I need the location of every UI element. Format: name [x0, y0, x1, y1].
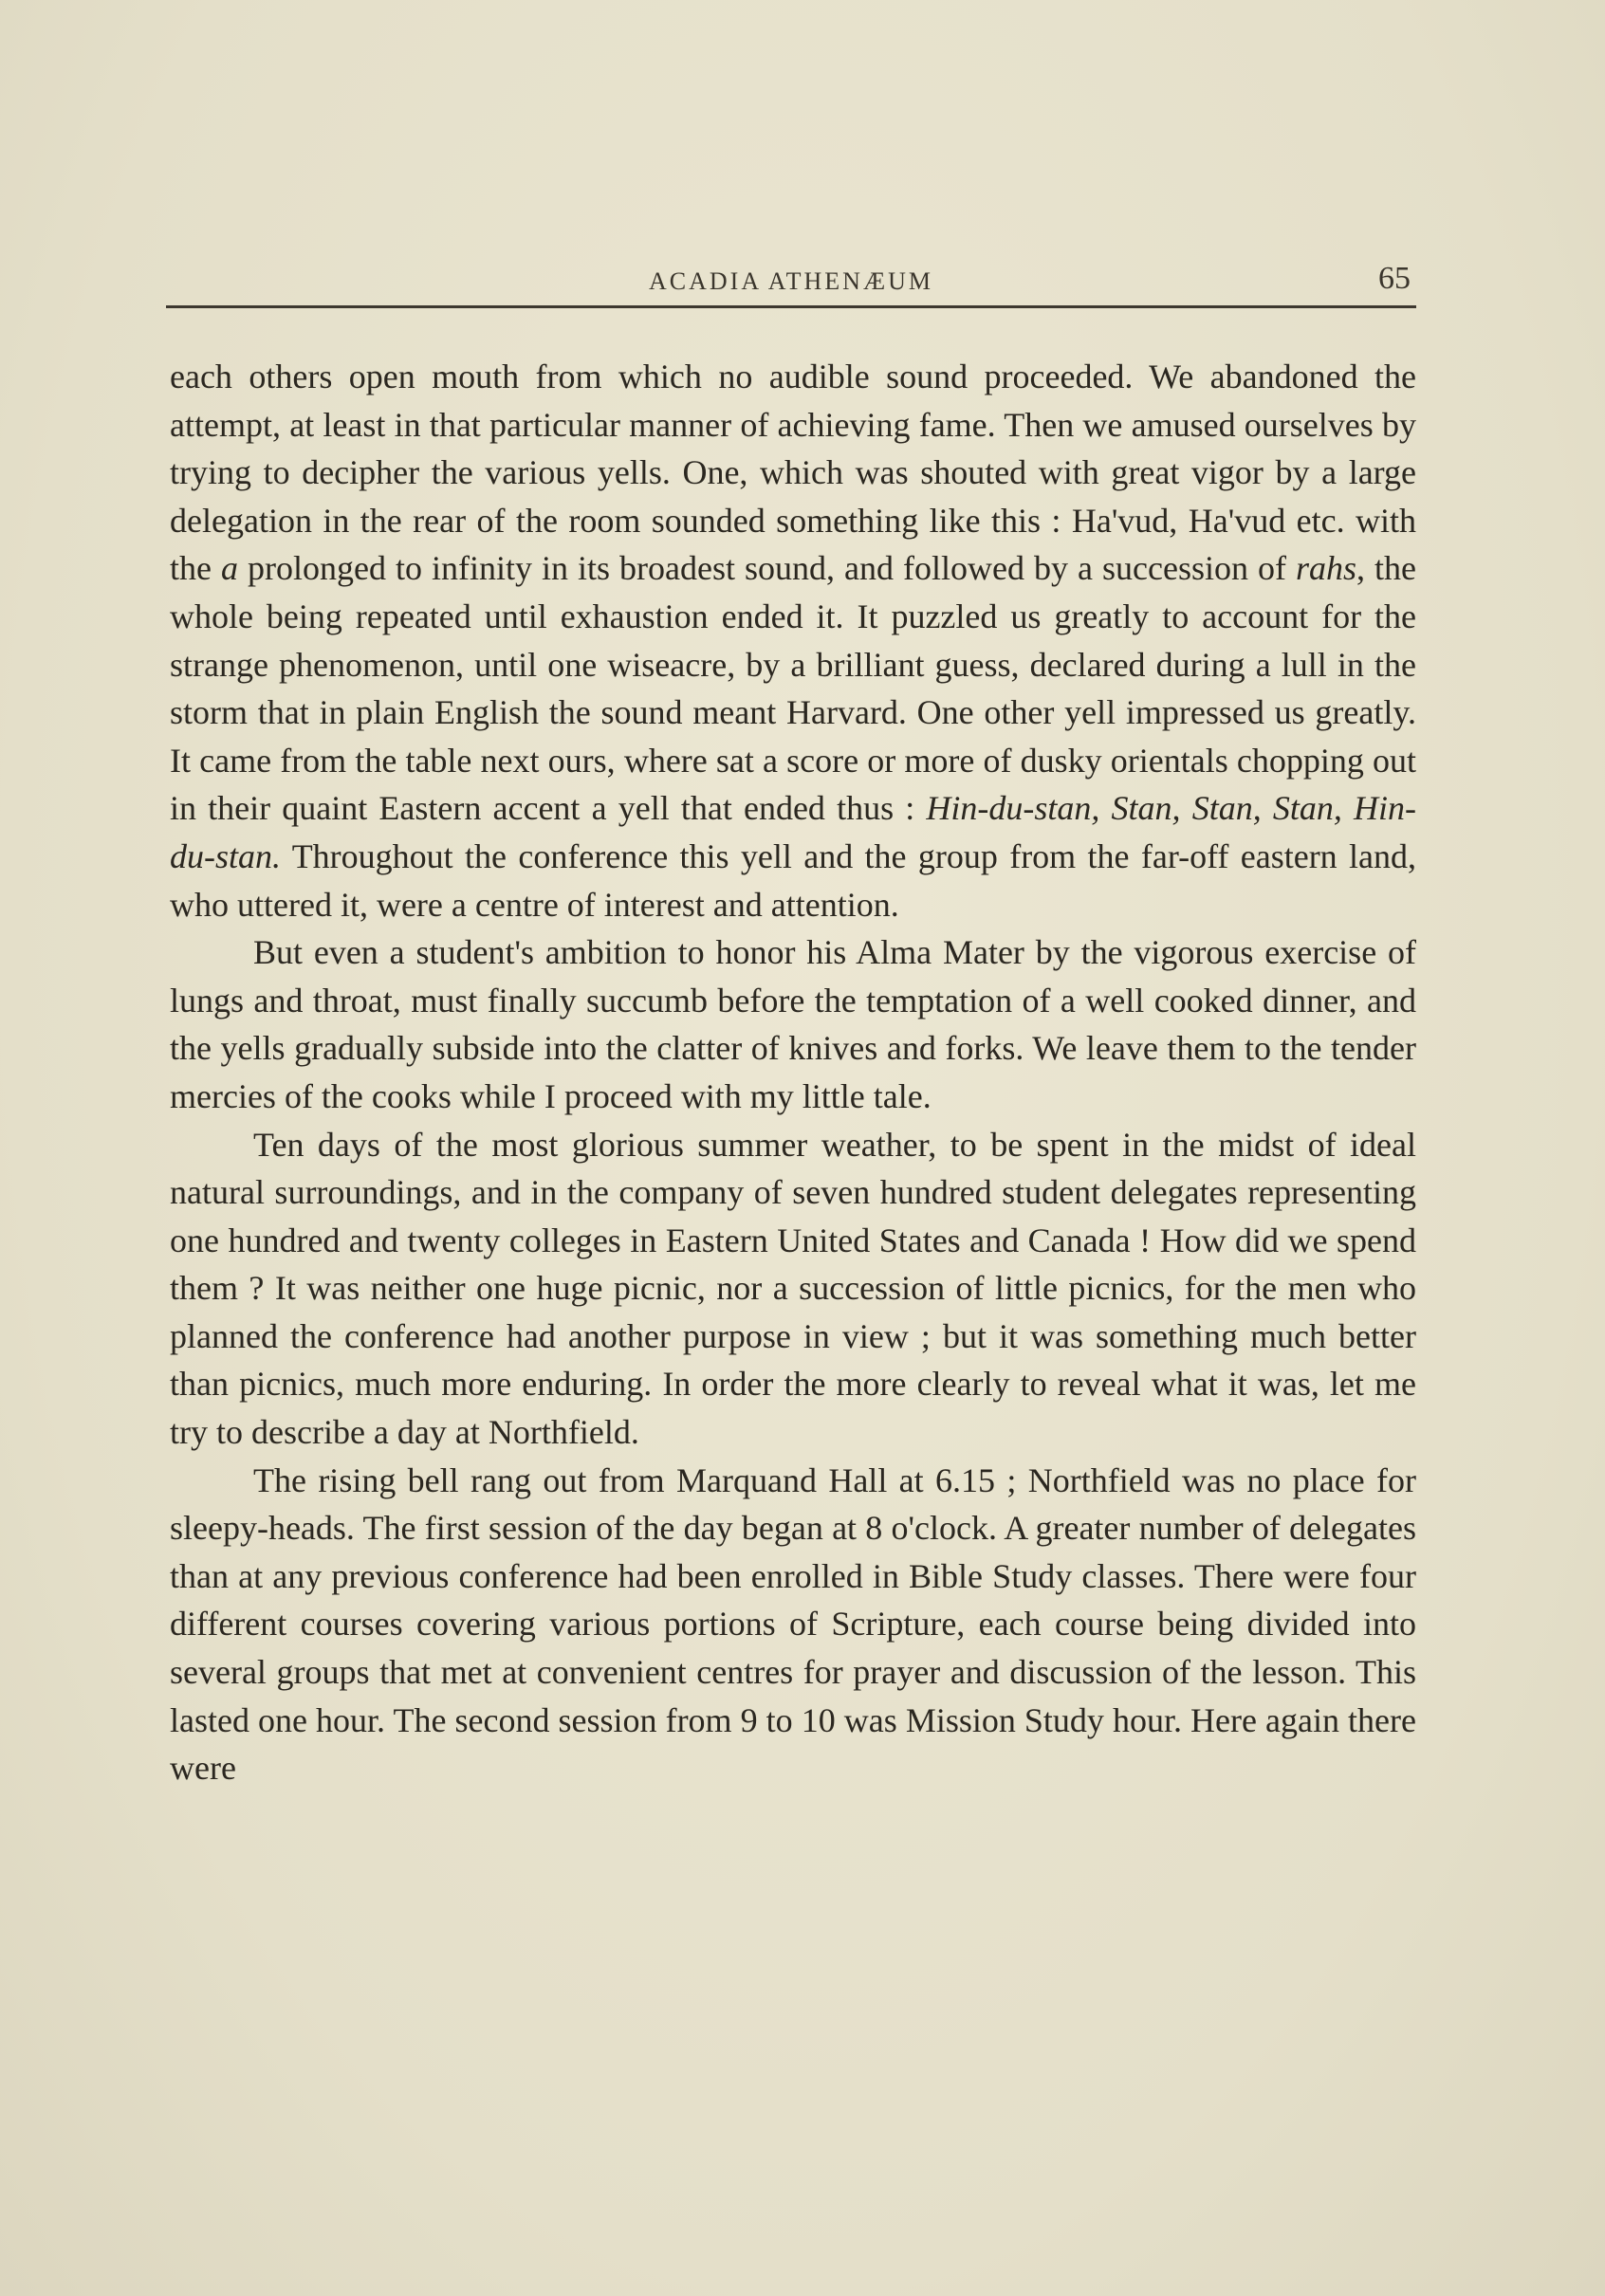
text-segment: Ten days of the most glorious summer weather, to be spent in the midst of ideal natural surroundings, and in the company of seven hundred student delegates representing one hundred and twenty colleges in Eastern United States and Canada ! How did we spend them ? It was neither one huge picnic, nor a succession of little picnics, for the men who planned the conference had another purpose in view ; but it was something much better than picnics, much more enduring. In order the more clearly to reveal what it was, let me try to describe a day at Northfield.	[170, 1125, 1416, 1452]
text-segment: But even a student's ambition to honor his Alma Mater by the vigorous exercise of lungs and throat, must finally succumb before the temptation of a well cooked dinner, and the yells gradually subside into the clatter of knives and forks. We leave them to the tender mercies of the cooks while I proceed with my little tale.	[170, 933, 1416, 1115]
text-segment-italic: a	[221, 549, 238, 588]
page-number: 65	[1378, 261, 1411, 296]
text-segment: , the whole being repeated until exhaustion ended it. It puzzled us greatly to account for the strange phenomenon, until one wiseacre, by a brilliant guess, declared during a lull in the storm that in plain English the sound meant Harvard. One other yell impressed us greatly. It came from the table next ours, where sat a score or more of dusky orientals chopping out in their quaint Eastern accent a yell that ended thus :	[170, 549, 1416, 828]
paragraph-4	[170, 1457, 1416, 1792]
text-segment-italic: Hin-du-stan, Stan, Stan, Stan, Hin-du-stan.	[170, 789, 1416, 875]
paragraph-2	[170, 928, 1416, 1120]
running-head: ACADIA ATHENÆUM	[649, 267, 933, 295]
text-segment: prolonged to infinity in its broadest sound, and followed by a succession of	[238, 549, 1296, 588]
paragraph-3	[170, 1121, 1416, 1457]
text-segment-italic: rahs	[1295, 549, 1356, 588]
text-segment: The rising bell rang out from Marquand Hall at 6.15 ; Northfield was no place for sleepy-heads. The first session of the day began at 8 o'clock. A greater number of delegates than at any previous conference had been enrolled in Bible Study classes. There were four different courses covering various portions of Scripture, each course being divided into several groups that met at convenient centres for prayer and discussion of the lesson. This lasted one hour. The second session from 9 to 10 was Mission Study hour. Here again there were	[170, 1460, 1416, 1788]
text-segment: Throughout the conference this yell and the group from the far-off eastern land, who uttered it, were a centre of interest and attention.	[170, 836, 1416, 924]
page-header	[166, 256, 1416, 313]
text-segment: each others open mouth from which no audible sound proceeded. We abandoned the attempt, at least in that particular manner of achieving fame. Then we amused ourselves by trying to decipher the various yells. One, which was shouted with great vigor by a large delegation in the rear of the room sounded something like this : Ha'vud, Ha'vud etc. with the	[170, 358, 1416, 588]
paragraph-1	[170, 353, 1416, 928]
body-text	[170, 353, 1416, 1792]
header-rule	[166, 305, 1416, 308]
